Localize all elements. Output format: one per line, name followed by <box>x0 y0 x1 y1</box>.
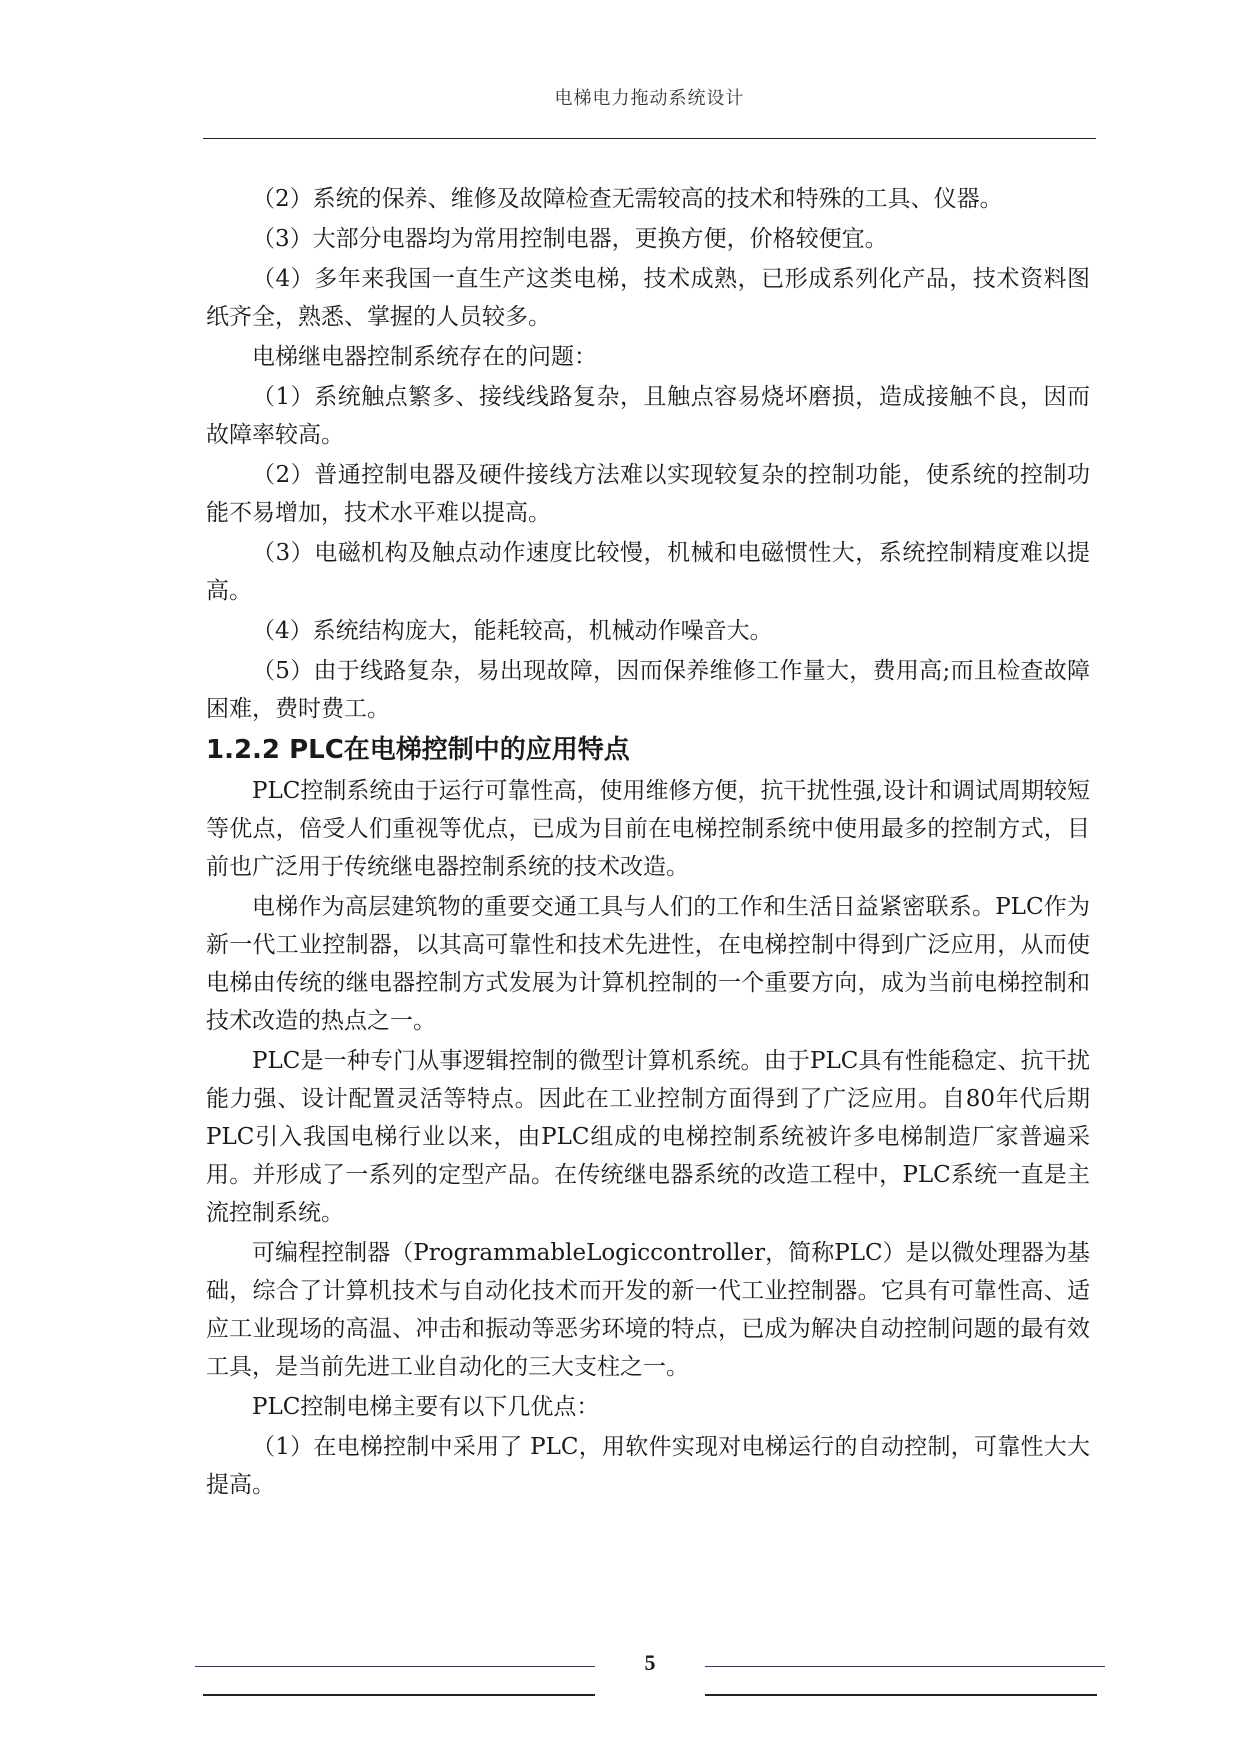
footer-rule-bottom-right <box>705 1694 1097 1696</box>
footer-rule-bottom-left <box>203 1694 595 1696</box>
paragraph: （5）由于线路复杂，易出现故障，因而保养维修工作量大，费用高;而且检查故障困难，费时费工。 <box>206 658 1090 722</box>
section-heading: 1.2.2 PLC在电梯控制中的应用特点 <box>206 735 630 765</box>
header-rule <box>203 138 1096 139</box>
paragraph: 电梯继电器控制系统存在的问题： <box>252 344 597 370</box>
paragraph: （4）系统结构庞大，能耗较高，机械动作噪音大。 <box>252 618 773 644</box>
paragraph: PLC控制电梯主要有以下几优点： <box>252 1394 600 1420</box>
paragraph: PLC是一种专门从事逻辑控制的微型计算机系统。由于PLC具有性能稳定、抗干扰能力强、设计配置灵活等特点。因此在工业控制方面得到了广泛应用。自80年代后期PLC引入我国电梯行业以来，由PLC组成的电梯控制系统被许多电梯制造厂家普遍采用。并形成了一系列的定型产品。在传统继电器系统的改造工程中，PLC系统一直是主流控制系统。 <box>206 1048 1090 1226</box>
paragraph: （1）系统触点繁多、接线线路复杂，且触点容易烧坏磨损，造成接触不良，因而故障率较高。 <box>206 384 1090 448</box>
paragraph: （1）在电梯控制中采用了 PLC，用软件实现对电梯运行的自动控制，可靠性大大提高。 <box>206 1434 1090 1498</box>
page-number: 5 <box>644 1650 656 1675</box>
paragraph: （2）系统的保养、维修及故障检查无需较高的技术和特殊的工具、仪器。 <box>252 186 1003 212</box>
paragraph: 可编程控制器（ProgrammableLogiccontroller，简称PLC）是以微处理器为基础，综合了计算机技术与自动化技术而开发的新一代工业控制器。它具有可靠性高、适应工业现场的高温、冲击和振动等恶劣环境的特点，已成为解决自动控制问题的最有效工具，是当前先进工业自动化的三大支柱之一。 <box>206 1240 1090 1380</box>
page-footer <box>195 1650 1105 1710</box>
paragraph: PLC控制系统由于运行可靠性高，使用维修方便，抗干扰性强,设计和调试周期较短等优点，倍受人们重视等优点，已成为目前在电梯控制系统中使用最多的控制方式，目前也广泛用于传统继电器控制系统的技术改造。 <box>206 778 1090 880</box>
paragraph: （3）大部分电器均为常用控制电器，更换方便，价格较便宜。 <box>252 226 888 252</box>
page-body <box>206 180 1090 1506</box>
paragraph: （4）多年来我国一直生产这类电梯，技术成熟，已形成系列化产品，技术资料图纸齐全，熟悉、掌握的人员较多。 <box>206 266 1090 330</box>
paragraph: （3）电磁机构及触点动作速度比较慢，机械和电磁惯性大，系统控制精度难以提高。 <box>206 540 1090 604</box>
paragraph: 电梯作为高层建筑物的重要交通工具与人们的工作和生活日益紧密联系。PLC作为新一代工业控制器，以其高可靠性和技术先进性，在电梯控制中得到广泛应用，从而使电梯由传统的继电器控制方式发展为计算机控制的一个重要方向，成为当前电梯控制和技术改造的热点之一。 <box>206 894 1090 1034</box>
paragraph: （2）普通控制电器及硬件接线方法难以实现较复杂的控制功能，使系统的控制功能不易增加，技术水平难以提高。 <box>206 462 1090 526</box>
running-header: 电梯电力拖动系统设计 <box>554 88 745 109</box>
